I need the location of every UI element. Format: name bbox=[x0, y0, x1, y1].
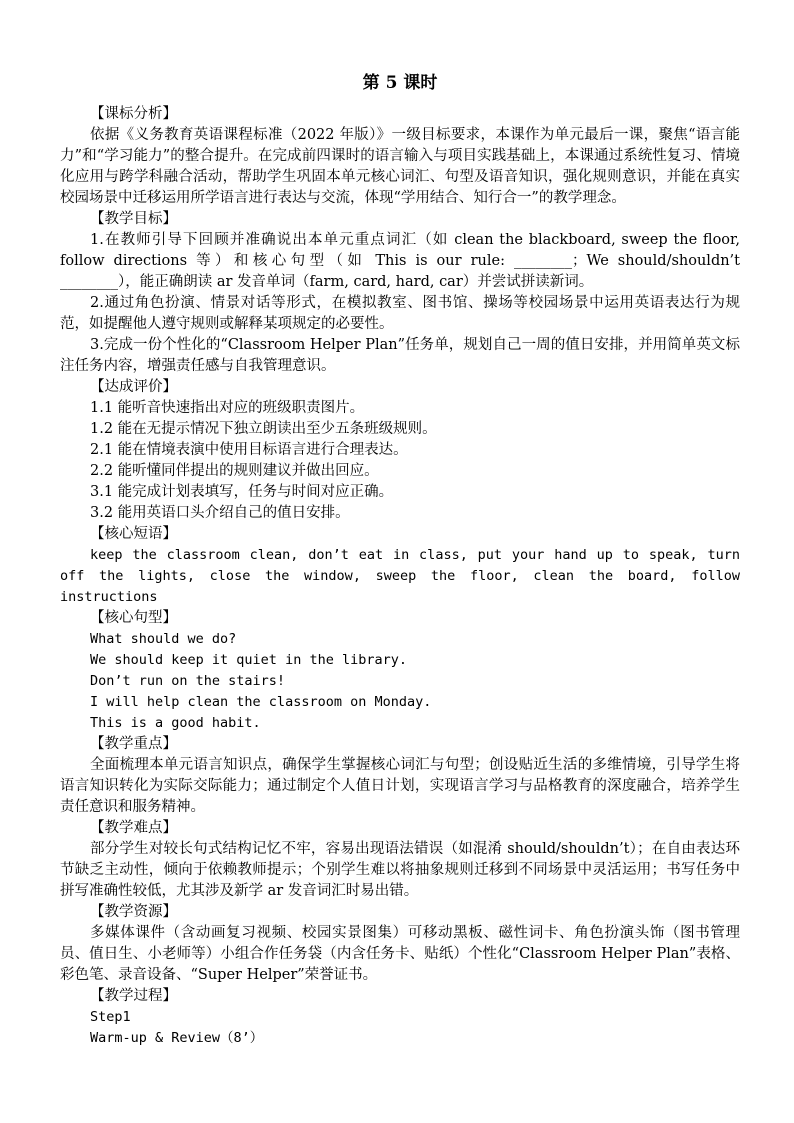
difficulties-heading: 【教学难点】 bbox=[90, 820, 177, 836]
objective-item: 3.完成一份个性化的“Classroom Helper Plan”任务单，规划自己一周的值日安排，并用简单英文标注任务内容，增强责任感与自我管理意识。 bbox=[60, 337, 740, 374]
phrases-heading: 【核心短语】 bbox=[90, 526, 177, 542]
standard-text: 依据《义务教育英语课程标准（2022 年版）》一级目标要求，本课作为单元最后一课，聚焦“语言能力”和“学习能力”的整合提升。在完成前四课时的语言输入与项目实践基础上，本课通过系统性复习、情境化应用与跨学科融合活动，帮助学生巩固本单元核心词汇、句型及语音知识，强化规则意识，并能在真实校园场景中迁移运用所学语言进行表达与交流，体现“学用结合、知行合一”的教学理念。 bbox=[60, 127, 740, 206]
objective-item: 1.在教师引导下回顾并准确说出本单元重点词汇（如 clean the blackboard, sweep the floor, follow directions 等）和核心句型（如 This is our rule: ________；We should/shouldn’t ________），能正确朗读 ar 发音单词（farm, card, hard, car）并尝试拼读新词。 bbox=[60, 232, 740, 290]
process-item: Step1 bbox=[90, 1009, 131, 1025]
objective-item: 2.通过角色扮演、情景对话等形式，在模拟教室、图书馆、操场等校园场景中运用英语表达行为规范，如提醒他人遵守规则或解释某项规定的必要性。 bbox=[60, 295, 740, 332]
difficulties-text: 部分学生对较长句式结构记忆不牢，容易出现语法错误（如混淆 should/shouldn’t）；在自由表达环节缺乏主动性，倾向于依赖教师提示；个别学生难以将抽象规则迁移到不同场景中灵活运用；书写任务中拼写准确性较低，尤其涉及新学 ar 发音词汇时易出错。 bbox=[60, 841, 740, 899]
sentence-item: We should keep it quiet in the library. bbox=[90, 652, 407, 668]
evaluation-item: 1.2 能在无提示情况下独立朗读出至少五条班级规则。 bbox=[90, 421, 437, 437]
evaluation-item: 3.1 能完成计划表填写，任务与时间对应正确。 bbox=[90, 484, 394, 500]
standard-heading: 【课标分析】 bbox=[90, 106, 177, 122]
process-item: Warm-up & Review（8’） bbox=[90, 1030, 264, 1046]
evaluation-heading: 【达成评价】 bbox=[90, 379, 177, 395]
evaluation-item: 3.2 能用英语口头介绍自己的值日安排。 bbox=[90, 505, 350, 521]
sentence-item: I will help clean the classroom on Monday. bbox=[90, 694, 432, 710]
resources-heading: 【教学资源】 bbox=[90, 904, 177, 920]
key-points-heading: 【教学重点】 bbox=[90, 736, 177, 752]
process-heading: 【教学过程】 bbox=[90, 988, 177, 1004]
phrases-text: keep the classroom clean, don’t eat in class, put your hand up to speak, turn off the lights, close the window, sweep the floor, clean the board, follow instructions bbox=[60, 547, 740, 605]
evaluation-item: 2.2 能听懂同伴提出的规则建议并做出回应。 bbox=[90, 463, 379, 479]
evaluation-item: 1.1 能听音快速指出对应的班级职责图片。 bbox=[90, 400, 365, 416]
evaluation-item: 2.1 能在情境表演中使用目标语言进行合理表达。 bbox=[90, 442, 408, 458]
sentences-heading: 【核心句型】 bbox=[90, 610, 177, 626]
sentence-item: What should we do? bbox=[90, 631, 237, 647]
sentence-item: This is a good habit. bbox=[90, 715, 261, 731]
objectives-heading: 【教学目标】 bbox=[90, 211, 177, 227]
page-title: 第 5 课时 bbox=[362, 73, 438, 93]
document-page bbox=[60, 72, 740, 1049]
sentence-item: Don’t run on the stairs! bbox=[90, 673, 286, 689]
key-points-text: 全面梳理本单元语言知识点，确保学生掌握核心词汇与句型；创设贴近生活的多维情境，引导学生将语言知识转化为实际交际能力；通过制定个人值日计划，实现语言学习与品格教育的深度融合，培养学生责任意识和服务精神。 bbox=[60, 757, 740, 815]
resources-text: 多媒体课件（含动画复习视频、校园实景图集）可移动黑板、磁性词卡、角色扮演头饰（图书管理员、值日生、小老师等）小组合作任务袋（内含任务卡、贴纸）个性化“Classroom Helper Plan”表格、彩色笔、录音设备、“Super Helper”荣誉证书。 bbox=[60, 925, 740, 983]
